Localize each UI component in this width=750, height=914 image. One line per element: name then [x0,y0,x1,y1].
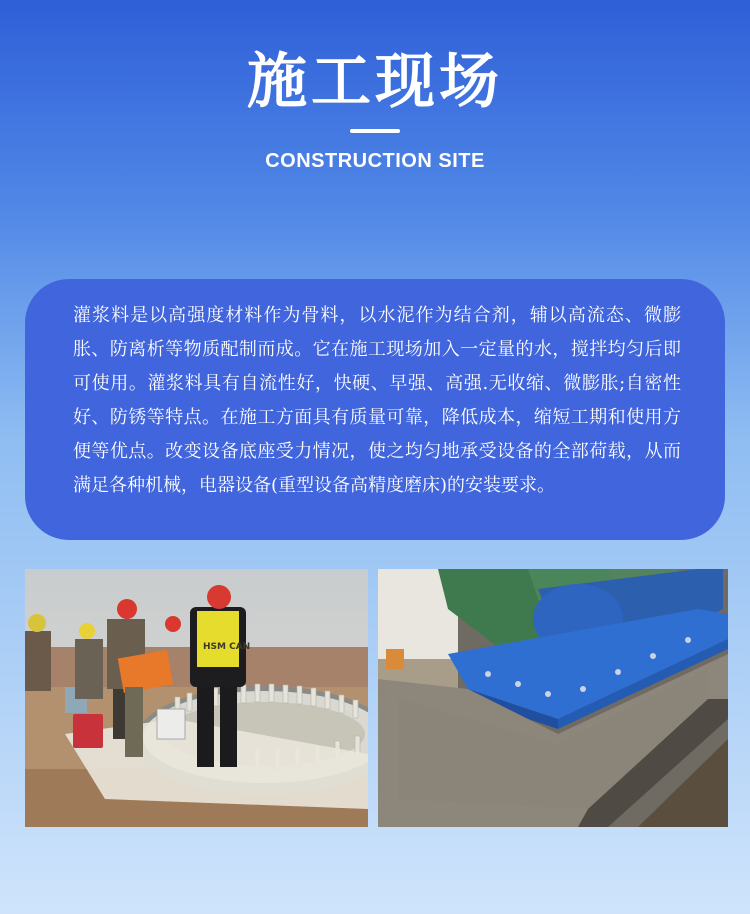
vest-label: HSM CAN [203,642,251,652]
title-divider [350,129,400,133]
page-title: 施工现场 [247,47,503,117]
construction-photo-equipment [378,569,728,827]
description-text: 灌浆料是以高强度材料作为骨料，以水泥作为结合剂，辅以高流态、微膨胀、防离析等物质配制而成。它在施工现场加入一定量的水，搅拌均匀后即可使用。灌浆料具有自流性好，快硬、早强、高强.无收缩、微膨胀;自密性好、防锈等特点。在施工方面具有质量可靠，降低成本，缩短工期和使用方便等优点。改变设备底座受力情况，使之均匀地承受设备的全部荷载，从而满足各种机械，电器设备(重型设备高精度磨床)的安装要求。 [73,305,681,496]
description-card [25,279,725,540]
construction-photo-workers [25,569,368,827]
page-subtitle: CONSTRUCTION SITE [265,150,485,172]
